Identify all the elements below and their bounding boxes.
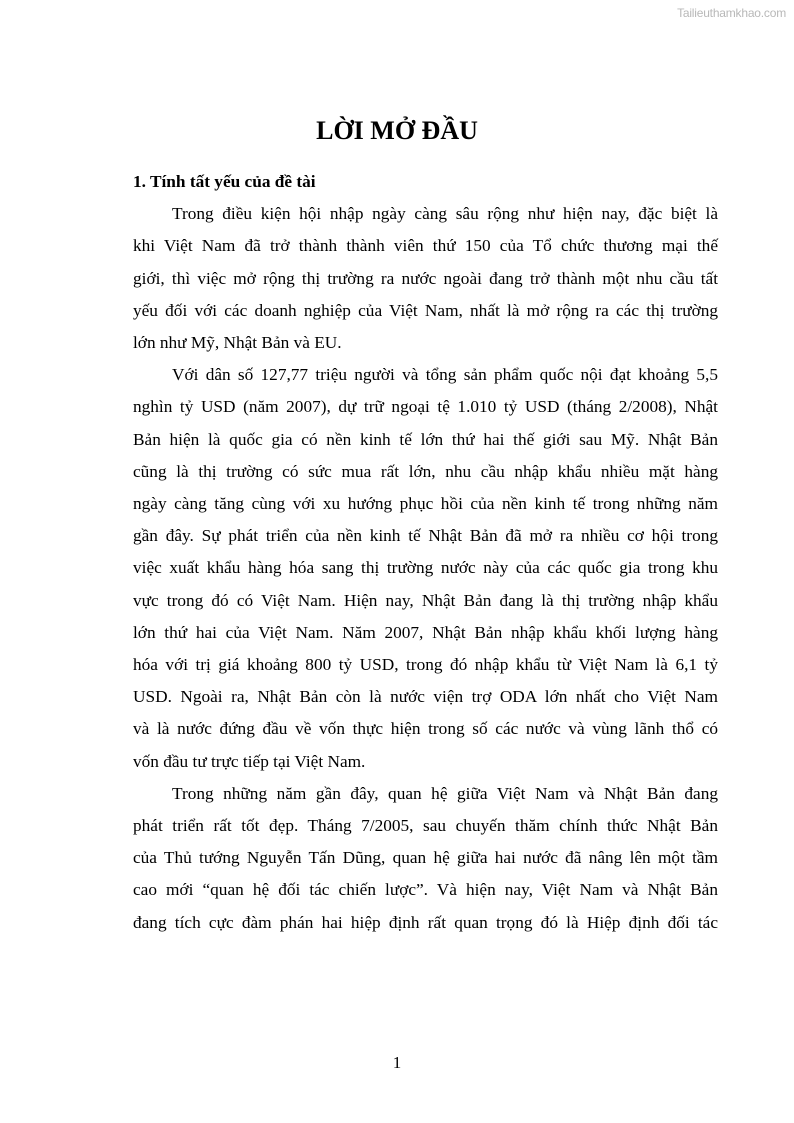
- paragraph-line: vốn đầu tư trực tiếp tại Việt Nam.: [133, 751, 366, 771]
- paragraph-line: khi Việt Nam đã trở thành thành viên thứ 150 của Tổ chức thương mại thế: [133, 236, 718, 256]
- page-number: 1: [392, 1053, 402, 1072]
- paragraph-line: hóa với trị giá khoảng 800 tỷ USD, trong đó nhập khẩu từ Việt Nam là 6,1 tỷ: [133, 655, 718, 675]
- paragraph-line: nghìn tỷ USD (năm 2007), dự trữ ngoại tệ 1.010 tỷ USD (tháng 2/2008), Nhật: [133, 397, 718, 417]
- paragraph-3: [133, 778, 718, 939]
- document-body: [133, 166, 718, 939]
- paragraph-1: [133, 198, 718, 359]
- paragraph-line: ngày càng tăng cùng với xu hướng phục hồi của nền kinh tế trong những năm: [133, 494, 718, 514]
- paragraph-2: [133, 359, 718, 778]
- paragraph-line: vực trong đó có Việt Nam. Hiện nay, Nhật Bản đang là thị trường nhập khẩu: [133, 590, 718, 610]
- paragraph-line: Trong những năm gần đây, quan hệ giữa Việt Nam và Nhật Bản đang: [172, 783, 718, 803]
- paragraph-line: đang tích cực đàm phán hai hiệp định rất quan trọng đó là Hiệp định đối tác: [133, 912, 718, 932]
- paragraph-line: cao mới “quan hệ đối tác chiến lược”. Và hiện nay, Việt Nam và Nhật Bản: [133, 880, 718, 900]
- paragraph-line: Với dân số 127,77 triệu người và tổng sản phẩm quốc nội đạt khoảng 5,5: [172, 365, 718, 385]
- paragraph-line: phát triển rất tốt đẹp. Tháng 7/2005, sau chuyến thăm chính thức Nhật Bản: [133, 816, 718, 836]
- paragraph-line: của Thủ tướng Nguyễn Tấn Dũng, quan hệ giữa hai nước đã nâng lên một tầm: [133, 848, 718, 868]
- section-heading: 1. Tính tất yếu của đề tài: [133, 172, 316, 191]
- paragraph-line: yếu đối với các doanh nghiệp của Việt Nam, nhất là mở rộng ra các thị trường: [133, 300, 718, 320]
- paragraph-line: Bản hiện là quốc gia có nền kinh tế lớn thứ hai thế giới sau Mỹ. Nhật Bản: [133, 429, 718, 449]
- paragraph-line: lớn như Mỹ, Nhật Bản và EU.: [133, 333, 342, 353]
- paragraph-line: việc xuất khẩu hàng hóa sang thị trường nước này của các quốc gia trong khu: [133, 558, 718, 578]
- paragraph-line: cũng là thị trường có sức mua rất lớn, nhu cầu nhập khẩu nhiều mặt hàng: [133, 461, 718, 481]
- paragraph-line: USD. Ngoài ra, Nhật Bản còn là nước viện trợ ODA lớn nhất cho Việt Nam: [133, 687, 718, 707]
- watermark: Tailieuthamkhao.com: [677, 6, 786, 20]
- page-title: LỜI MỞ ĐẦU: [316, 116, 478, 145]
- paragraph-line: Trong điều kiện hội nhập ngày càng sâu rộng như hiện nay, đặc biệt là: [172, 204, 718, 224]
- paragraph-line: lớn thứ hai của Việt Nam. Năm 2007, Nhật Bản nhập khẩu khối lượng hàng: [133, 622, 718, 642]
- paragraph-line: giới, thì việc mở rộng thị trường ra nước ngoài đang trở thành một nhu cầu tất: [133, 268, 718, 288]
- paragraph-line: và là nước đứng đầu về vốn thực hiện trong số các nước và vùng lãnh thổ có: [133, 719, 718, 739]
- paragraph-line: gần đây. Sự phát triển của nền kinh tế Nhật Bản đã mở ra nhiều cơ hội trong: [133, 526, 718, 546]
